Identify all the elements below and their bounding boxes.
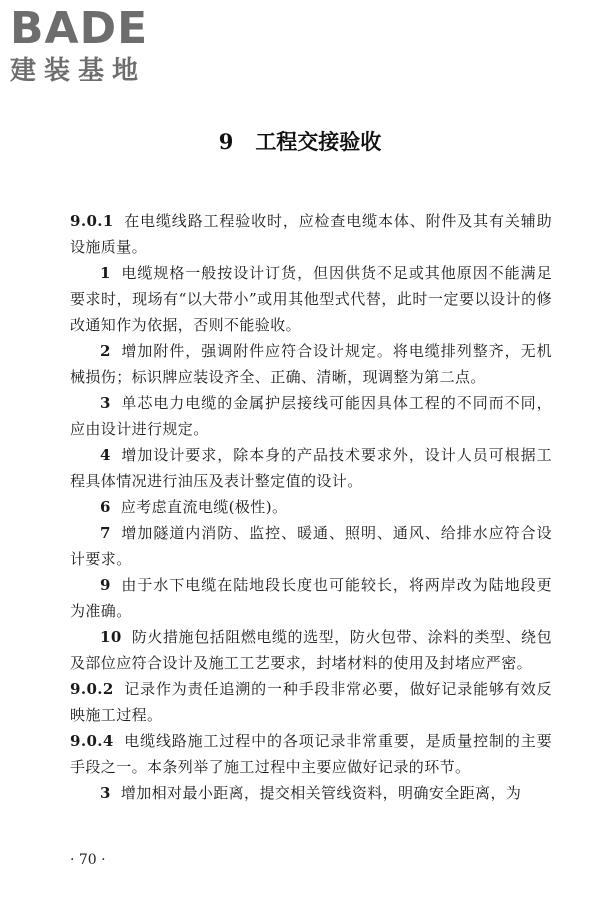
item-text: 单芯电力电缆的金属护层接线可能因具体工程的不同而不同，应由设计进行规定。 (70, 394, 552, 438)
clause-text: 记录作为责任追溯的一种手段非常必要，做好记录能够有效反映施工过程。 (70, 680, 552, 724)
chapter-number: 9 (218, 129, 234, 154)
item-number: 2 (100, 342, 111, 360)
item-text: 增加隧道内消防、监控、暖通、照明、通风、给排水应符合设计要求。 (70, 524, 552, 568)
clause-text: 电缆线路施工过程中的各项记录非常重要，是质量控制的主要手段之一。本条列举了施工过程中主要应做好记录的环节。 (70, 732, 552, 776)
item-text: 增加设计要求，除本身的产品技术要求外，设计人员可根据工程具体情况进行油压及表计整定值的设计。 (70, 446, 552, 490)
item-number: 9 (100, 576, 111, 594)
item-text: 增加相对最小距离，提交相关管线资料，明确安全距离，为 (120, 784, 522, 802)
item-number: 6 (100, 498, 111, 516)
item-6 (70, 494, 552, 520)
item-text: 应考虑直流电缆(极性)。 (120, 498, 288, 516)
item-number: 3 (100, 394, 111, 412)
bade-logo (10, 3, 170, 86)
item-number: 3 (100, 784, 111, 802)
item-number: 4 (100, 446, 111, 464)
clause-9-0-4 (70, 728, 552, 780)
clause-number: 9.0.2 (70, 680, 114, 698)
logo-brand-text: BADE (10, 3, 149, 54)
item-7 (70, 520, 552, 572)
item-text: 由于水下电缆在陆地段长度也可能较长，将两岸改为陆地段更为准确。 (70, 576, 552, 620)
item-number: 10 (100, 628, 122, 646)
chapter-title-text: 工程交接验收 (255, 129, 382, 154)
clause-number: 9.0.4 (70, 732, 114, 750)
item-text: 防火措施包括阻燃电缆的选型，防火包带、涂料的类型、绕包及部位应符合设计及施工工艺要求，封堵材料的使用及封堵应严密。 (70, 628, 552, 672)
page-number: · 70 · (70, 852, 106, 868)
clause-number: 9.0.1 (70, 212, 114, 230)
item-1 (70, 260, 552, 338)
item-text: 增加附件，强调附件应符合设计规定。将电缆排列整齐，无机械损伤；标识牌应装设齐全、正确、清晰，现调整为第二点。 (70, 342, 552, 386)
item-3-continued (70, 780, 552, 806)
item-3 (70, 390, 552, 442)
item-10 (70, 624, 552, 676)
item-text: 电缆规格一般按设计订货，但因供货不足或其他原因不能满足要求时，现场有“以大带小”或用其他型式代替，此时一定要以设计的修改通知作为依据，否则不能验收。 (70, 264, 552, 334)
item-2 (70, 338, 552, 390)
clause-9-0-1 (70, 208, 552, 260)
item-number: 7 (100, 524, 111, 542)
clause-9-0-2 (70, 676, 552, 728)
clause-text: 在电缆线路工程验收时，应检查电缆本体、附件及其有关辅助设施质量。 (70, 212, 552, 256)
item-number: 1 (100, 264, 111, 282)
chapter-title (0, 128, 600, 156)
item-9 (70, 572, 552, 624)
document-body (70, 208, 552, 806)
item-4 (70, 442, 552, 494)
logo-subtitle: 建装基地 (10, 56, 147, 86)
